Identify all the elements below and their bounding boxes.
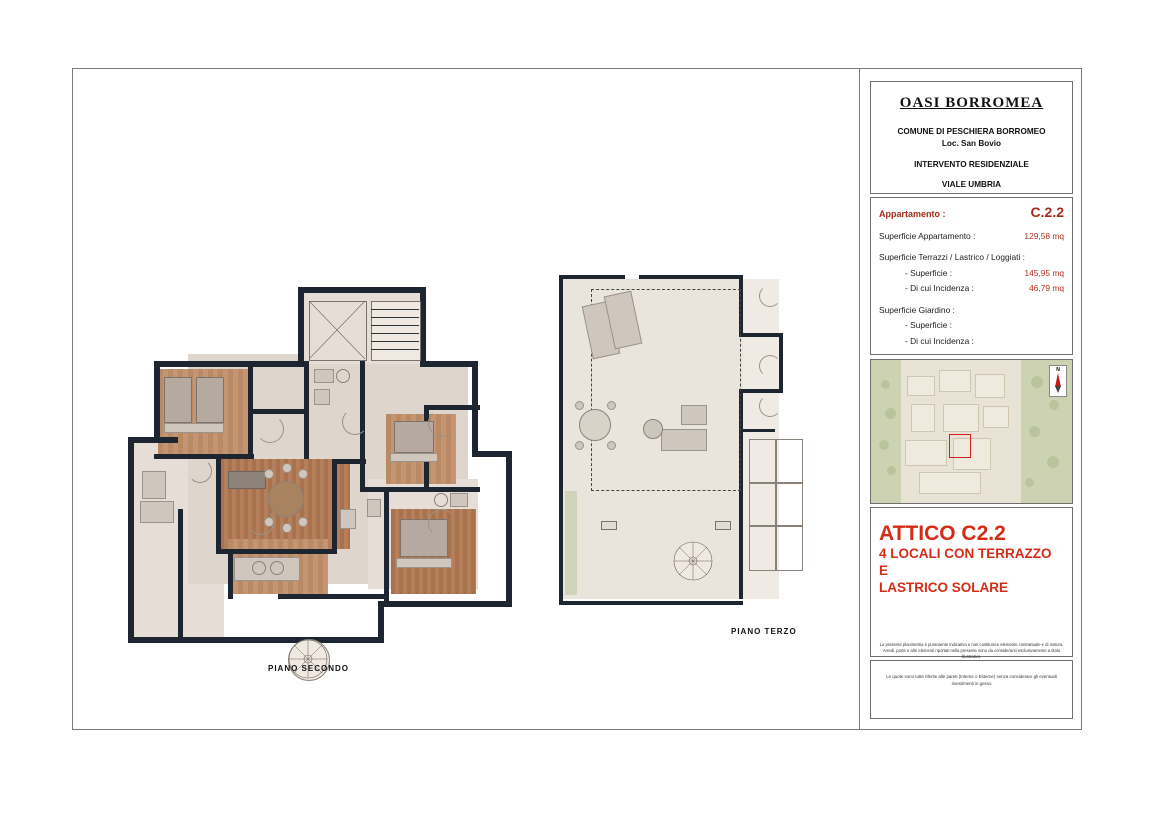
disclaimer-text: La presente planimetria è puramente indicativa e non costituisce elemento contrattuale e di misura. Arredi, porte e altri elementi riportati nella presente sono da considerarsi esclusivamente a titolo illustrativo. (879, 642, 1064, 659)
table-row (879, 336, 1064, 347)
compass-icon (1049, 365, 1067, 397)
compass-label: N (1056, 367, 1060, 373)
title-block-column (859, 69, 1082, 729)
table-row (879, 283, 1064, 294)
attico-block (870, 507, 1073, 657)
row-label: Superficie Appartamento : (879, 230, 976, 241)
project-intervention: INTERVENTO RESIDENZIALE (914, 160, 1029, 169)
attico-subtitle-2: LASTRICO SOLARE (879, 580, 1009, 595)
table-row (879, 252, 1064, 263)
row-value: 129,58 mq (1024, 230, 1064, 241)
project-header-block (870, 81, 1073, 194)
project-address: VIALE UMBRIA (941, 180, 1002, 189)
table-row (879, 268, 1064, 279)
table-row (879, 231, 1064, 242)
project-locality: Loc. San Bovio (941, 139, 1002, 148)
row-label: - Di cui Incidenza : (905, 335, 974, 346)
notes-block (870, 660, 1073, 719)
row-label: - Di cui Incidenza : (905, 283, 974, 293)
apartment-label: Appartamento : (879, 209, 946, 219)
site-map-block (870, 359, 1073, 504)
table-row (879, 305, 1064, 316)
apartment-code: C.2.2 (1030, 204, 1064, 220)
row-value: 145,95 mq (1024, 267, 1064, 278)
table-row (879, 320, 1064, 331)
row-label: Superficie Giardino : (879, 304, 955, 315)
highlight-unit (949, 434, 971, 458)
plan-piano-terzo (553, 269, 813, 669)
site-map-image (871, 360, 1072, 503)
apartment-row (879, 204, 1064, 220)
row-label: Superficie Terrazzi / Lastrico / Loggiati : (879, 252, 1026, 262)
surface-data-block (870, 197, 1073, 355)
row-value: 46,79 mq (1029, 283, 1064, 293)
plan-label-piano-terzo: PIANO TERZO (731, 627, 797, 636)
plan-label-piano-secondo: PIANO SECONDO (268, 664, 350, 673)
notes-text: Le quote sono tutte riferite alle pareti (Interne o Esterne) senza considerare gli eventuali rivestimenti in gesso (886, 674, 1057, 686)
attico-subtitle-1: 4 LOCALI CON TERRAZZO E (879, 546, 1052, 578)
plan-piano-secondo (128, 209, 538, 679)
floor-plans-area (73, 69, 858, 729)
attico-title: ATTICO C2.2 (879, 522, 1006, 545)
drawing-sheet (72, 68, 1082, 730)
row-label: - Superficie : (905, 320, 953, 330)
row-label: - Superficie : (905, 267, 953, 278)
project-municipality: COMUNE DI PESCHIERA BORROMEO (897, 127, 1046, 136)
project-title: OASI BORROMEA (899, 95, 1044, 111)
